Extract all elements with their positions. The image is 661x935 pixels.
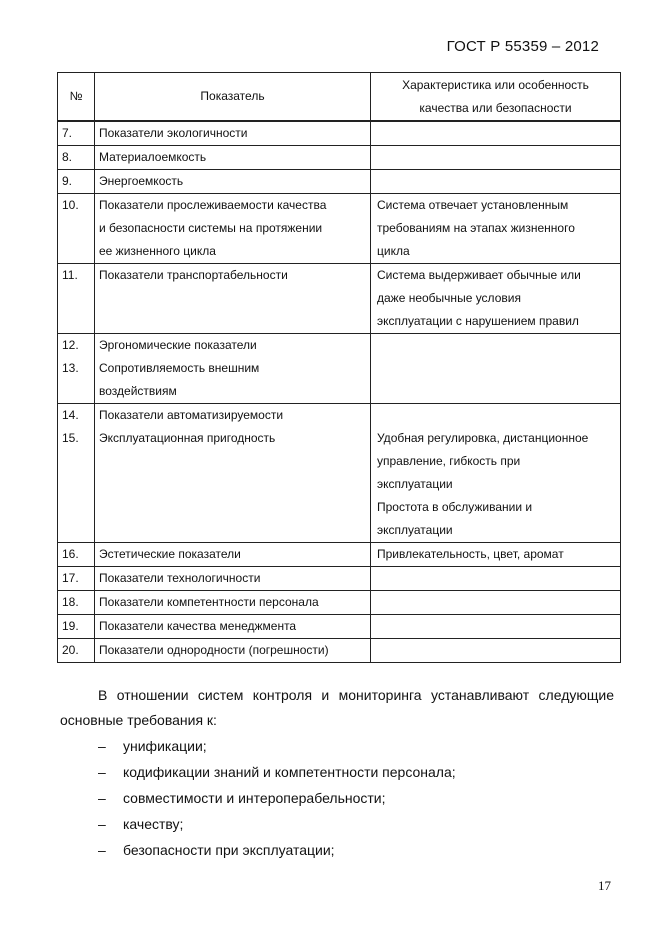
indicator-line: Показатели технологичности <box>99 571 261 585</box>
table-row <box>58 146 621 170</box>
table-row <box>58 639 621 663</box>
requirement-text: безопасности при эксплуатации; <box>123 842 335 858</box>
table-row <box>58 543 621 567</box>
row-number: 19. <box>58 615 95 639</box>
row-indicator <box>95 170 371 194</box>
row-number: 11. <box>58 264 95 334</box>
list-item <box>98 759 456 785</box>
row-indicator <box>95 567 371 591</box>
indicator-line: Показатели транспортабельности <box>99 268 288 282</box>
row-number: 16. <box>58 543 95 567</box>
characteristic-line: Удобная регулировка, дистанционное <box>377 431 589 445</box>
row-indicator <box>95 264 371 334</box>
list-item <box>98 785 456 811</box>
characteristic-line: даже необычные условия <box>377 291 521 305</box>
row-indicator <box>95 334 371 404</box>
row-characteristic <box>371 264 621 334</box>
characteristic-line: эксплуатации <box>377 523 453 537</box>
indicator-line: Показатели экологичности <box>99 126 248 140</box>
indicator-line: ее жизненного цикла <box>99 244 216 258</box>
row-characteristic <box>371 639 621 663</box>
table-row <box>58 615 621 639</box>
indicator-line: Показатели качества менеджмента <box>99 619 297 633</box>
row-characteristic <box>371 543 621 567</box>
characteristic-line: Привлекательность, цвет, аромат <box>377 547 564 561</box>
header-indicator: Показатель <box>95 73 371 122</box>
dash-bullet: – <box>98 738 106 754</box>
indicator-line: Показатели прослеживаемости качества <box>99 198 327 212</box>
characteristic-line: Простота в обслуживании и <box>377 500 533 514</box>
row-characteristic <box>371 146 621 170</box>
row-indicator <box>95 404 371 543</box>
table-row <box>58 404 621 543</box>
row-indicator <box>95 591 371 615</box>
header-characteristic <box>371 73 621 122</box>
row-number-line: 15. <box>62 431 79 445</box>
indicator-line: Показатели компетентности персонала <box>99 595 319 609</box>
row-number: 18. <box>58 591 95 615</box>
indicators-table <box>57 72 621 663</box>
row-characteristic <box>371 567 621 591</box>
list-item <box>98 837 456 863</box>
characteristic-line: цикла <box>377 244 410 258</box>
row-number: 8. <box>58 146 95 170</box>
dash-bullet: – <box>98 842 106 858</box>
row-number: 7. <box>58 121 95 146</box>
requirement-text: унификации; <box>123 738 207 754</box>
row-number: 9. <box>58 170 95 194</box>
characteristic-line: Система выдерживает обычные или <box>377 268 581 282</box>
row-number <box>58 404 95 543</box>
document-code: ГОСТ Р 55359 – 2012 <box>446 38 599 55</box>
indicator-line: Показатели однородности (погрешности) <box>99 643 329 657</box>
row-number: 10. <box>58 194 95 264</box>
row-indicator <box>95 639 371 663</box>
dash-bullet: – <box>98 790 106 806</box>
indicator-line: Эстетические показатели <box>99 547 241 561</box>
header-num: № <box>58 73 95 122</box>
indicator-line: и безопасности системы на протяжении <box>99 221 323 235</box>
indicator-line: Показатели автоматизируемости <box>99 408 284 422</box>
indicator-line: Эксплуатационная пригодность <box>99 431 276 445</box>
table-row <box>58 334 621 404</box>
row-number-line: 13. <box>62 361 79 375</box>
list-item <box>98 811 456 837</box>
requirement-text: кодификации знаний и компетентности персонала; <box>123 764 456 780</box>
table-row <box>58 194 621 264</box>
indicator-line: Энергоемкость <box>99 174 184 188</box>
row-indicator <box>95 194 371 264</box>
intro-paragraph: В отношении систем контроля и мониторинга устанавливают следующие основные требования к: <box>60 687 614 728</box>
indicator-line: Эргономические показатели <box>99 338 257 352</box>
row-number: 17. <box>58 567 95 591</box>
row-characteristic <box>371 170 621 194</box>
table-row <box>58 567 621 591</box>
table-row <box>58 591 621 615</box>
table-header-row <box>58 73 621 122</box>
requirements-list <box>98 733 456 863</box>
row-number-line: 14. <box>62 408 79 422</box>
header-characteristic-line-1: Характеристика или особенность <box>402 77 589 92</box>
characteristic-line: требованиям на этапах жизненного <box>377 221 575 235</box>
list-item <box>98 733 456 759</box>
requirement-text: качеству; <box>123 816 184 832</box>
row-number <box>58 334 95 404</box>
row-characteristic <box>371 334 621 404</box>
requirement-text: совместимости и интероперабельности; <box>123 790 386 806</box>
dash-bullet: – <box>98 816 106 832</box>
table-row <box>58 170 621 194</box>
characteristic-line: управление, гибкость при <box>377 454 521 468</box>
row-characteristic <box>371 121 621 146</box>
table-row <box>58 121 621 146</box>
header-characteristic-line-2: качества или безопасности <box>419 100 572 115</box>
row-characteristic <box>371 194 621 264</box>
dash-bullet: – <box>98 764 106 780</box>
row-characteristic <box>371 591 621 615</box>
table-row <box>58 264 621 334</box>
row-characteristic <box>371 404 621 543</box>
characteristic-line: Система отвечает установленным <box>377 198 569 212</box>
row-number-line: 12. <box>62 338 79 352</box>
row-indicator <box>95 615 371 639</box>
row-indicator <box>95 121 371 146</box>
indicator-line: воздействиям <box>99 384 177 398</box>
row-indicator <box>95 146 371 170</box>
characteristic-line: эксплуатации <box>377 477 453 491</box>
row-characteristic <box>371 615 621 639</box>
page-number: 17 <box>598 878 611 893</box>
row-number: 20. <box>58 639 95 663</box>
indicator-line: Материалоемкость <box>99 150 207 164</box>
indicator-line: Сопротивляемость внешним <box>99 361 260 375</box>
row-indicator <box>95 543 371 567</box>
characteristic-line: эксплуатации с нарушением правил <box>377 314 579 328</box>
